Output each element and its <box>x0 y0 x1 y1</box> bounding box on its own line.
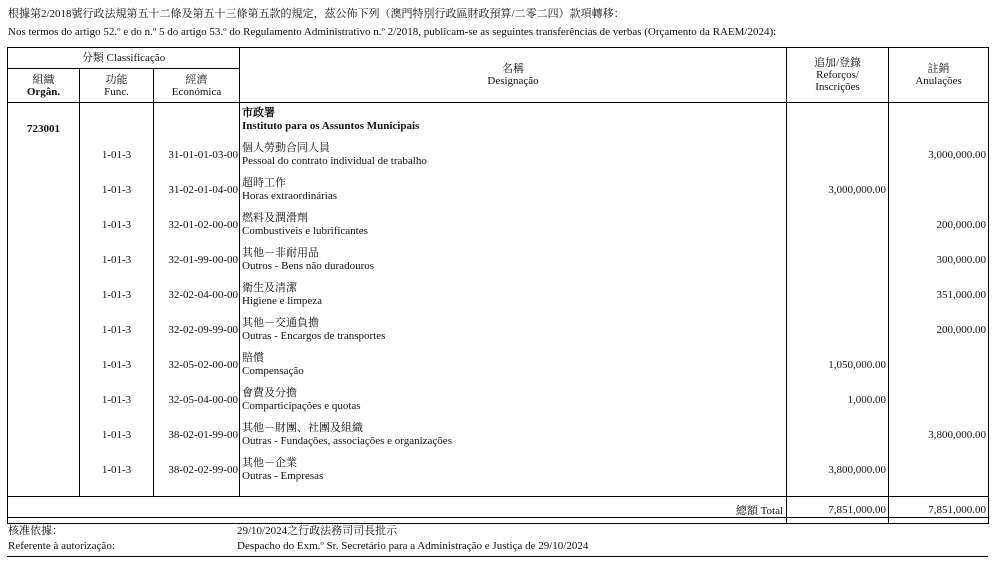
designation-zh: 衛生及清潔 <box>242 282 298 294</box>
eco-code: 38-02-02-99-00 <box>154 453 240 488</box>
transfer-table <box>7 47 989 524</box>
func-code: 1-01-3 <box>80 243 154 278</box>
designation <box>240 313 787 348</box>
eco-code: 38-02-01-99-00 <box>154 418 240 453</box>
anulacoes-value <box>889 173 989 208</box>
authorization-footer <box>7 517 988 557</box>
reforcos-value: 3,000,000.00 <box>787 173 889 208</box>
authorization-label-zh: 核准依據： <box>8 525 63 537</box>
func-code: 1-01-3 <box>80 418 154 453</box>
anulacoes-value: 3,000,000.00 <box>889 138 989 173</box>
designation <box>240 173 787 208</box>
total-label: 總額 Total <box>8 497 787 524</box>
table-row <box>8 348 989 383</box>
org-name <box>240 103 787 138</box>
authorization-label-pt: Referente à autorização: <box>8 540 115 552</box>
func-code: 1-01-3 <box>80 278 154 313</box>
authorization-text <box>237 524 588 554</box>
economica-header <box>154 69 240 103</box>
designation-pt: Comparticipações e quotas <box>242 400 361 412</box>
anulacoes-header <box>889 48 989 103</box>
designation-pt: Outras - Fundações, associações e organizações <box>242 435 452 447</box>
designation <box>240 138 787 173</box>
eco-code: 32-01-99-00-00 <box>154 243 240 278</box>
designation-zh: 其他－交通負擔 <box>242 317 320 329</box>
table-row <box>8 313 989 348</box>
designation-zh: 燃料及潤滑劑 <box>242 212 309 224</box>
reforcos-value: 1,000.00 <box>787 383 889 418</box>
designation-header-zh: 名稱 <box>502 63 525 75</box>
designation-zh: 其他－財團、社團及組織 <box>242 422 364 434</box>
eco-code: 32-02-04-00-00 <box>154 278 240 313</box>
organica-header-zh: 組織 <box>32 73 55 86</box>
funcional-header-zh: 功能 <box>105 73 128 86</box>
reforcos-value: 3,800,000.00 <box>787 453 889 488</box>
designation-zh: 其他－非耐用品 <box>242 247 320 259</box>
total-reforcos: 7,851,000.00 <box>787 497 889 524</box>
func-code: 1-01-3 <box>80 383 154 418</box>
authorization-text-zh: 29/10/2024之行政法務司司長批示 <box>237 525 398 537</box>
reforcos-header <box>787 48 889 103</box>
eco-code: 32-05-04-00-00 <box>154 383 240 418</box>
designation-pt: Combustíveis e lubrificantes <box>242 225 368 237</box>
designation-zh: 會費及分擔 <box>242 387 298 399</box>
table-row <box>8 418 989 453</box>
designation-header <box>240 48 787 103</box>
funcional-header <box>80 69 154 103</box>
intro-pt: Nos termos do artigo 52.º e do n.º 5 do artigo 53.º do Regulamento Administrativo n.º 2/2018, publicam-se as seguintes transferências de verbas (Orçamento da RAEM/2024): <box>8 26 777 38</box>
designation-pt: Higiene e limpeza <box>242 295 323 307</box>
classification-header: 分類 Classificação <box>8 48 240 69</box>
designation-header-pt: Designação <box>487 75 539 87</box>
intro-zh: 根據第2/2018號行政法規第五十二條及第五十三條第五款的規定，茲公佈下列（澳門特別行政區財政預算/二零二四）款項轉移： <box>8 8 625 20</box>
table-row <box>8 453 989 488</box>
anulacoes-header-zh: 註銷 <box>927 63 950 75</box>
table-row <box>8 383 989 418</box>
func-code: 1-01-3 <box>80 453 154 488</box>
anulacoes-value: 200,000.00 <box>889 208 989 243</box>
anulacoes-value <box>889 383 989 418</box>
org-name-zh: 市政署 <box>242 107 276 120</box>
authorization-label <box>8 524 115 554</box>
reforcos-value <box>787 313 889 348</box>
eco-code: 32-02-09-99-00 <box>154 313 240 348</box>
eco-code: 31-02-01-04-00 <box>154 173 240 208</box>
anulacoes-value: 300,000.00 <box>889 243 989 278</box>
organica-header-pt: Orgân. <box>26 85 61 98</box>
eco-code: 32-05-02-00-00 <box>154 348 240 383</box>
designation-pt: Horas extraordinárias <box>242 190 338 202</box>
designation-pt: Outros - Bens não duradouros <box>242 260 375 272</box>
table-row <box>8 278 989 313</box>
reforcos-header-zh: 追加/登錄 <box>814 57 862 69</box>
reforcos-value <box>787 418 889 453</box>
reforcos-header-pt1: Reforços/ <box>816 69 859 81</box>
designation-zh: 其他－企業 <box>242 457 298 469</box>
designation-pt: Pessoal do contrato individual de trabalho <box>242 155 427 167</box>
designation-zh: 超時工作 <box>242 177 287 189</box>
anulacoes-value <box>889 453 989 488</box>
total-anulacoes: 7,851,000.00 <box>889 497 989 524</box>
func-code: 1-01-3 <box>80 208 154 243</box>
reforcos-value: 1,050,000.00 <box>787 348 889 383</box>
economica-header-pt: Económica <box>171 85 222 98</box>
designation <box>240 453 787 488</box>
designation <box>240 418 787 453</box>
table-row <box>8 173 989 208</box>
reforcos-header-pt2: Inscrições <box>815 81 860 93</box>
anulacoes-value: 200,000.00 <box>889 313 989 348</box>
funcional-header-pt: Func. <box>104 85 129 98</box>
designation-pt: Outras - Encargos de transportes <box>242 330 386 342</box>
func-code: 1-01-3 <box>80 173 154 208</box>
designation <box>240 278 787 313</box>
eco-code: 32-01-02-00-00 <box>154 208 240 243</box>
reforcos-value <box>787 243 889 278</box>
designation-pt: Compensação <box>242 365 304 377</box>
rows-body <box>8 138 989 488</box>
anulacoes-value <box>889 348 989 383</box>
authorization-text-pt: Despacho do Exm.º Sr. Secretário para a Administração e Justiça de 29/10/2024 <box>237 540 589 552</box>
org-code: 723001 <box>8 103 80 138</box>
designation <box>240 383 787 418</box>
eco-code: 31-01-01-03-00 <box>154 138 240 173</box>
economica-header-zh: 經濟 <box>185 73 208 86</box>
func-code: 1-01-3 <box>80 313 154 348</box>
designation <box>240 243 787 278</box>
func-code: 1-01-3 <box>80 348 154 383</box>
reforcos-value <box>787 138 889 173</box>
anulacoes-value: 3,800,000.00 <box>889 418 989 453</box>
org-name-pt: Instituto para os Assuntos Municipais <box>242 120 420 133</box>
reforcos-value <box>787 208 889 243</box>
designation <box>240 208 787 243</box>
anulacoes-header-pt: Anulações <box>915 75 962 87</box>
designation-zh: 賠償 <box>242 352 265 364</box>
designation-zh: 個人勞動合同人員 <box>242 142 331 154</box>
table-row <box>8 208 989 243</box>
table-row <box>8 138 989 173</box>
func-code: 1-01-3 <box>80 138 154 173</box>
anulacoes-value: 351,000.00 <box>889 278 989 313</box>
table-row <box>8 243 989 278</box>
organica-header <box>8 69 80 103</box>
designation-pt: Outras - Empresas <box>242 470 324 482</box>
reforcos-value <box>787 278 889 313</box>
designation <box>240 348 787 383</box>
